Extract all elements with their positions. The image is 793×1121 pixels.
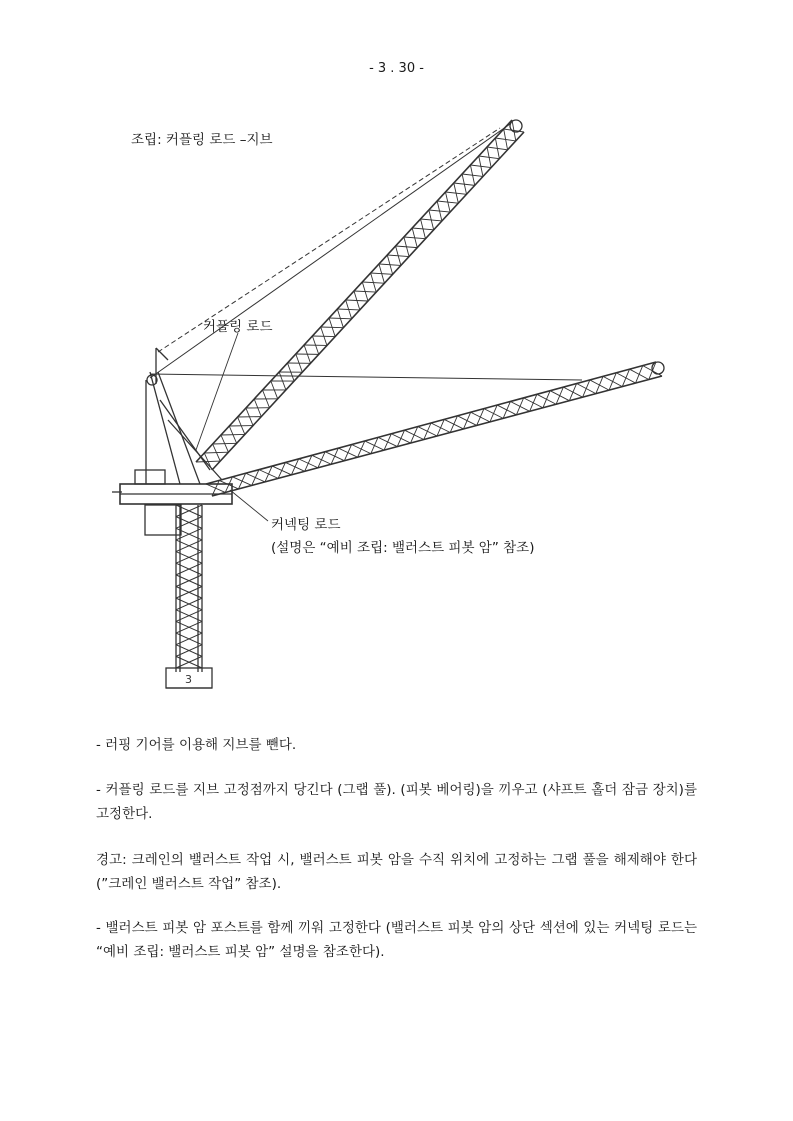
paragraph-coupling-rod: - 커플링 로드를 지브 고정점까지 당긴다 (그랩 풀). (피봇 베어링)을 끼우고 (샤프트 홀더 잠금 장치)를 고정한다. bbox=[96, 782, 697, 822]
horizontal-jib bbox=[206, 362, 664, 496]
paragraph-luff-jib: - 러핑 기어를 이용해 지브를 뺀다. bbox=[96, 737, 297, 753]
pendant-ropes bbox=[150, 124, 582, 380]
callout-connecting-rod-note: (설명은 “예비 조립: 밸러스트 피봇 암” 참조) bbox=[271, 540, 535, 556]
a-frame bbox=[146, 348, 222, 484]
slewing-platform bbox=[112, 470, 232, 535]
paragraph-pivot-arm-post: - 밸러스트 피봇 암 포스트를 함께 끼워 고정한다 (밸러스트 피봇 암의 상단 섹션에 있는 커넥팅 로드는 “예비 조립: 밸러스트 피봇 암” 설명을 참조한다). bbox=[96, 920, 697, 960]
tower-marking: 3 bbox=[185, 673, 192, 686]
figure-title: 조립: 커플링 로드 –지브 bbox=[131, 132, 273, 148]
paragraph-warning: 경고: 크레인의 밸러스트 작업 시, 밸러스트 피봇 암을 수직 위치에 고정하는 그랩 풀을 해제해야 한다 (”크레인 밸러스트 작업” 참조). bbox=[96, 852, 697, 892]
page-number: - 3 . 30 - bbox=[369, 61, 424, 76]
callout-coupling-rod: 커플링 로드 bbox=[203, 319, 273, 335]
tower-mast bbox=[166, 505, 212, 688]
callout-connecting-rod: 커넥팅 로드 bbox=[271, 517, 341, 533]
